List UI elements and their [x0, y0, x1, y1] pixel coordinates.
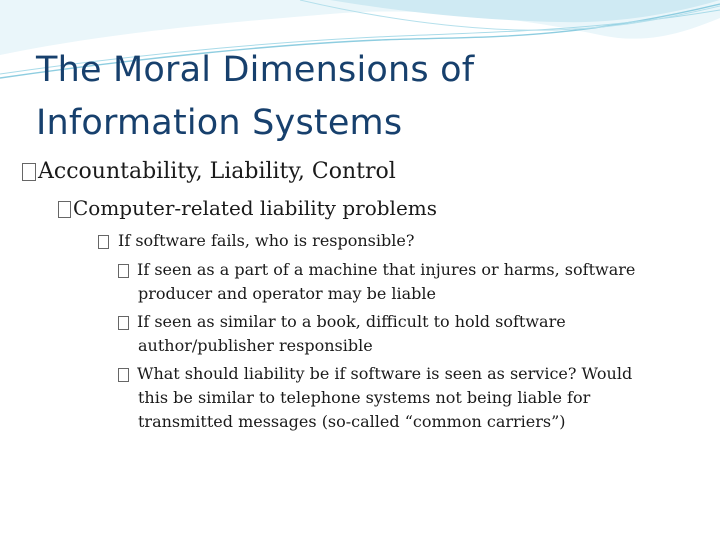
bullet-level-3 — [98, 229, 414, 253]
bullet-level-4-text: producer and operator may be liable — [138, 284, 436, 303]
bullet-box-icon — [118, 264, 129, 278]
bullet-level-1-text: Accountability, Liability, Control — [38, 159, 396, 184]
bullet-box-icon — [98, 235, 109, 249]
bullet-box-icon — [22, 163, 36, 181]
bullet-level-2 — [58, 194, 437, 222]
bullet-level-4-item — [118, 362, 678, 434]
bullet-level-4-item — [118, 310, 678, 358]
bullet-level-4-text: If seen as similar to a book, difficult to hold software — [137, 312, 566, 331]
bullet-box-icon — [118, 368, 129, 382]
bullet-box-icon — [118, 316, 129, 330]
bullet-box-icon — [58, 201, 71, 218]
bullet-level-1 — [22, 157, 396, 187]
bullet-level-4-text: author/publisher responsible — [138, 336, 373, 355]
bullet-level-2-text: Computer-related liability problems — [73, 196, 438, 220]
slide-title-line-1: The Moral Dimensions of — [36, 50, 475, 90]
bullet-level-4-text: transmitted messages (so-called “common carriers”) — [138, 412, 566, 431]
bullet-level-3-text: If software fails, who is responsible? — [118, 231, 415, 250]
bullet-level-4-text: this be similar to telephone systems not being liable for — [138, 388, 591, 407]
slide-title-line-2: Information Systems — [36, 103, 403, 143]
bullet-level-4-text: What should liability be if software is seen as service? Would — [137, 364, 633, 383]
slide-title — [36, 44, 676, 150]
bullet-level-4-item — [118, 258, 678, 306]
bullet-level-4-text: If seen as a part of a machine that injures or harms, software — [137, 260, 636, 279]
